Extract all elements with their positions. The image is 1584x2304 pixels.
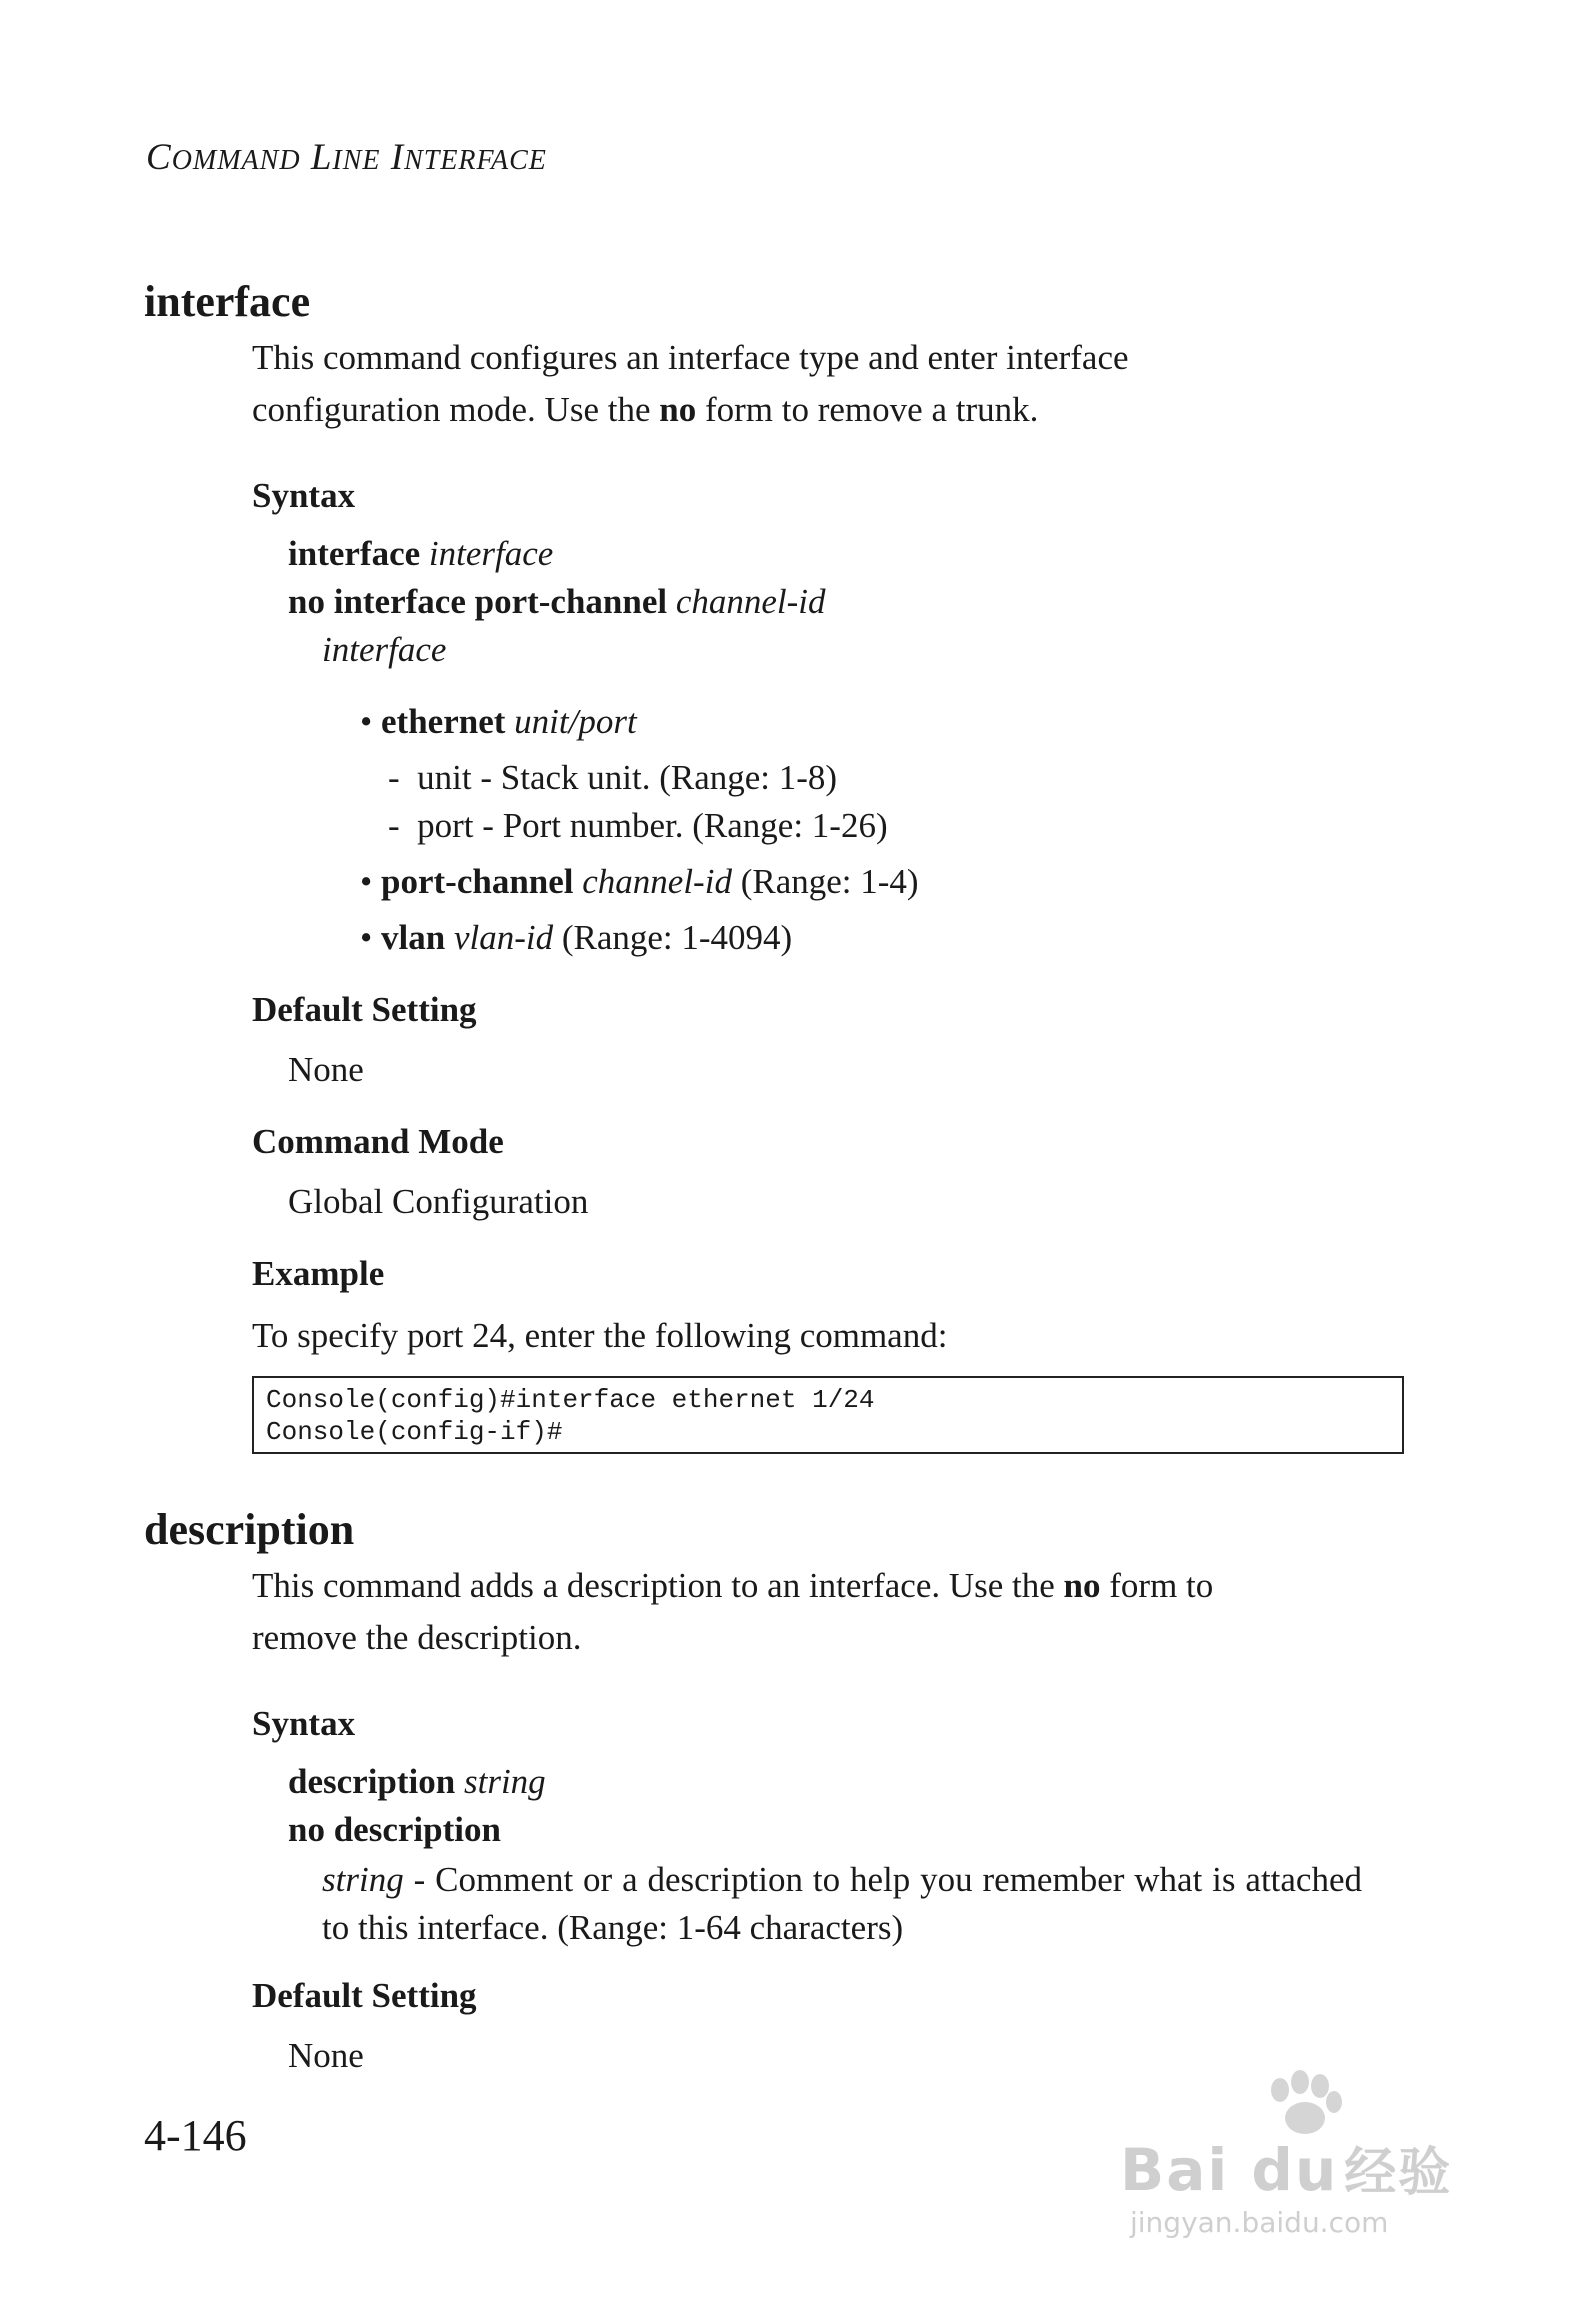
page-number: 4-146 [144,2111,247,2160]
syntax-heading: Syntax [252,476,356,515]
bullet-port-channel: • port-channel channel-id (Range: 1-4) [360,862,919,901]
description-intro-line1: This command adds a description to an interface. Use the no form to [252,1566,1214,1605]
syntax-line-2: no interface port-channel channel-id [288,582,826,621]
bullet-vlan: • vlan vlan-id (Range: 1-4094) [360,918,793,957]
syntax-heading: Syntax [252,1704,356,1743]
code-line: Console(config)#interface ethernet 1/24 [266,1385,875,1415]
bullet-ethernet: • ethernet unit/port [360,702,637,741]
command-mode-heading: Command Mode [252,1122,504,1161]
syntax-line-1: description string [288,1762,546,1801]
default-setting-value: None [288,2036,364,2075]
description-intro-line2: remove the description. [252,1618,582,1657]
default-setting-heading: Default Setting [252,1976,477,2015]
default-setting-heading: Default Setting [252,990,477,1029]
code-example-box [252,1376,1404,1454]
syntax-line-2: no description [288,1810,501,1849]
syntax-line-1: interface interface [288,534,554,573]
watermark-url: jingyan.baidu.com [1130,2206,1389,2239]
interface-intro-line1: This command configures an interface type and enter interface [252,338,1129,377]
interface-intro-line2: configuration mode. Use the no form to remove a trunk. [252,390,1039,429]
section-title-interface: interface [144,277,311,326]
default-setting-value: None [288,1050,364,1089]
example-heading: Example [252,1254,385,1293]
sub-item-unit: - unit - Stack unit. (Range: 1-8) [388,758,838,797]
baidu-watermark [1120,2060,1500,2240]
param-name-interface: interface [322,630,447,669]
sub-item-port: - port - Port number. (Range: 1-26) [388,806,888,845]
section-title-description: description [144,1505,355,1554]
running-header: COMMAND LINE INTERFACE [146,137,547,178]
code-line: Console(config-if)# [266,1417,563,1447]
watermark-brand: Bai du 经验 [1120,2136,1453,2204]
param-description-string: string - Comment or a description to help you remember what is attached to this interface. (Range: 1-64 characters) [322,1860,1362,1947]
command-mode-value: Global Configuration [288,1182,589,1221]
example-text: To specify port 24, enter the following command: [252,1316,948,1355]
